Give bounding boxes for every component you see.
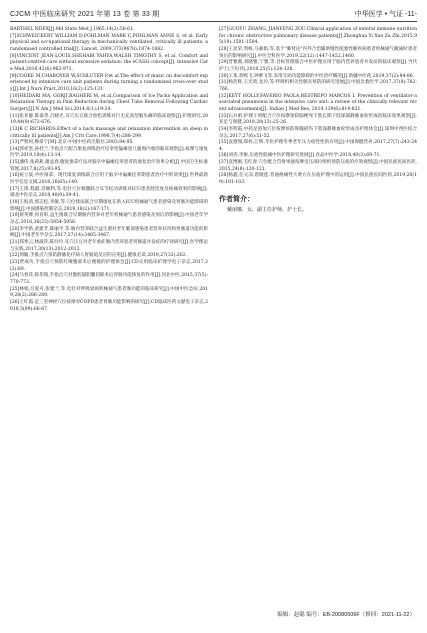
reference-entry: [20]李学新,武建芳,陈丽平,等.肠内营养联合益生菌对老年肺部感染患者营养状况和胃肠道功能的影响[J].中国老年学杂志,2017,37(14):3465-3467. (10, 226, 208, 239)
reference-entry: [26]王红霞.足三里神经穴位按摩对COPD患者胃肠功能影响的研究[J].CD临床医药文献电子杂志,2018,5(99):66-67. (10, 299, 208, 312)
reference-entry: [29]晋雅薇,刘晓雅,宁雅,等.目标管理联合中医护理应用于脑内营养患者并发症的临床观察[J].当代护士(下旬刊),2018,25(5):124-126. (219, 60, 417, 72)
reference-entry: [32]KEYT HOLLY,FAVERIO PAOLA,RESTREPO MARCOS I. Prevention of ventilator-associated pneumonia in the intensive care unit: a review of the clinically relevant recent advancements[J]. Indian J Med Res, 2014,139(6):814-821. (219, 93, 417, 112)
author-info-heading: 作者简介： (219, 195, 254, 203)
reference-entry: [25]林娟,吕爱可,张建兰,等.电针对呼吸衰竭机械通气患者肠功能的临床研究[J].中国中医急症,2019,28(2):286-289. (10, 286, 208, 299)
reference-entry: [28]王显荣,周杨,马素娟,等.基于"肺肾论"内外合治辅助慢性阻塞性肺疾病患者机械通气撤离时患者预后的影响研究[J].中医全科医学,2019,22(12):1447-1452,1460. (219, 46, 417, 59)
reference-entry: BARTHEL NDEX[J].Md State Med J,1965,14(2):56-61. (10, 27, 135, 32)
editor-footer: 编辑：赵聪 编号：EB-20080506F（修回：2021-11-22） (277, 612, 415, 618)
reference-entry: [22]周颖,手推点穴预防静脉化疗病人胃肠道反应的应用[J].健康必读,2019,27(32):262. (10, 253, 188, 259)
reference-entry: [12]K C RICHARDS.Effect of a back massage and relaxation intervention on sleep in critically ill patients[J].Am J Crit Care,1998,7(4):288-299. (10, 126, 208, 139)
running-header (10, 7, 417, 22)
reference-entry: [19]蔡英博,何育彰,益生菌联合早期肠内营养对老年机械通气患者感染及预后的影响[J].中国老年学杂志,2016,36(23):5954-5956. (10, 213, 208, 226)
reference-entry: [33]石兵娟.护理干预配合穴位按摩预防脑梗死下肢长期下肢深部静脉血栓形成的临床效果观察[J].亚足与保健,2019,28(13):25-26. (219, 113, 417, 126)
reference-entry: [38]杨鑫,任元凉,唐晓莲.普通疼痛性大黄方在压疮护理中的运用[J].中国民族民间医药,2019,28(19):101-103. (219, 173, 417, 186)
reference-entry: [30]王莱,蒋熙飞,钟乘飞等.采用互助功能障碍的中医治疗概况[J].新疆中医药,2019,37(2):84-86. (219, 73, 415, 79)
reference-entry: [36]刘杏,李俊,压疮性肌痛中医护理研究进展[J].食品中医学,2018,40(3):69-71. (219, 153, 381, 159)
reference-entry: [18]王海清,郭志松,李敏,等.穴位揉法联合早期康复在新入ICU机械通气患者感染及胃肠功能障碍的影响[J].中国感染控制杂志,2019,18(2):167-171. (10, 200, 208, 212)
reference-entry: [35]袁德瑞,郑梓,江辉.冬医护理冬季老年压力疮性性的应用[J].中国保健营养,2017,27(7):243-244. (219, 140, 417, 152)
section-page-label: 中华医学 • 气证 -11- (354, 11, 417, 18)
reference-entry: [9]COOKE M,CHABOYER W,SCHLUTER P,et al.The effect of music on discomfort experienced by intensive care unit patients during turning a randomized cross-over study[J].Int J Nurs Pract,2010,16(2):125-131. (10, 73, 208, 92)
reference-entry: [17]王锋,程淑,肖刚利,等.电针穴位刺激联合耳节松动训练对ICU患者舒适度及疼痛效果的影响[J].湖北中医杂志,2018,40(9):39-41. (10, 186, 208, 199)
journal-citation: CJCM 中医临床研究 2021 年第 13 卷 第 33 期 (10, 11, 160, 18)
reference-entry: [7]SCHWEICKERT WILLIAM D,POHLMAN MARK C,POHLMAN ANNE S, et al. Early physical and occupational therapy in mechanically ventilated, critically ill patients: a randomised controlled trial[J]. Lancet, 2009,373(9678):1874-1882. (10, 33, 208, 52)
reference-entry: [8]VINCENT JEAN-LOUIS,SHEHABI YAHYA,WALSH TIMOTHY S, et al. Comfort and patient-centred care without excessive sedation: the eCASH concept[J]. Intensive Care Med,2016,42(6):962-971. (10, 53, 208, 72)
reference-entry: [16]祝立波,中医推拿、现代康复训练联合应用于脑卒中偏瘫痉挛期患者治疗中的效果[J].世界最新医学信息文摘,2016,16(65):149. (10, 173, 208, 186)
reference-entry: [27]GUOYU ZHANG, JIANFENG ZOU.Clinical application of enteral immune nutrition for chronic obstructive pulmonary disease patients[J].Zhonghua Yi Xue Za Zhi,2015,95(19):1501-1504. (219, 27, 417, 46)
reference-entry: [37]袁博刚,毛红春,穴位配合首射果液按摩受压部位组织预防压疮的疗效观察[J].中国民族民间医药,2015,24(8):120-121. (219, 160, 417, 172)
references-right-column (219, 27, 417, 214)
author-info-text: 戴丽娜，女，副主任护师，护士长。 (227, 207, 308, 214)
reference-entry: [15]潘伟,张莉莉,谢益春.腹复推拿疗法对脑卒中偏瘫痉挛患者的康复治疗效果分析[J].中国卫生标准管理,2017,8(25):93-95. (10, 160, 208, 172)
reference-entry: [13]严智珂,穆拿宁[M].北京:中国中医药出版社,2003:94-95. (10, 140, 134, 146)
reference-entry: [34]李明霞.中药足浴加穴位按摩预防脊髓损伤下肢深静脉血栓形成及护理体会[J].深圳中西医结合杂志,2017,27(6):51-52. (219, 126, 417, 139)
reference-entry: [11]张亚静,陈秦善,吕晓光.耳穴压豆联合放松训练对行无充高型脑头痛的临床观察[J].护理研究,2019,44(9):672-676. (10, 113, 208, 126)
reference-entry: [14]郭祥坚,孙桂兰.手指点穴配合康复训练治疗痉挛型偏瘫患儿腹围内收的临床观察[J].按摩与康复医学,2019,10(4):13-14. (10, 146, 208, 159)
reference-entry: [23]贾成功,手指点穴预防红喉腹部术后便秘的护理体会[J].CD实用临床护理学电子杂志,2017,2(2):69. (10, 259, 208, 272)
reference-entry: [31]杨浩辉,王光琦,龙玲,等.呼吸机相关性肺炎预防的研究进展[J].中国急救医学,2017,37(8):762-766. (219, 80, 417, 92)
references-left-column (10, 27, 208, 313)
reference-entry: [21]郑秀云,林淑萍,陈玲玲.耳穴压豆对老年重症肠内营养患者胃肠道并发症的疗效研究[J].医学理论与实践,2017,30(13):2012-2013. (10, 240, 208, 252)
reference-entry: [24]马春萍,陈伟瑞,手指点穴对腹腔镜胆囊切除术后胃肠功能恢复的作用[J].河北中医,2015,37(5):770-772. (10, 273, 208, 285)
reference-entry: [10]HEIDARI MA, GORJI,BAGHERI M, et al.Comparison of Ice Packs Application and Relaxation Therapy in Pain Reduction during Chest Tube Removal Following Cardiac Surgery[J].N Am J Med Sci,2014,6(1):19-24. (10, 93, 208, 112)
